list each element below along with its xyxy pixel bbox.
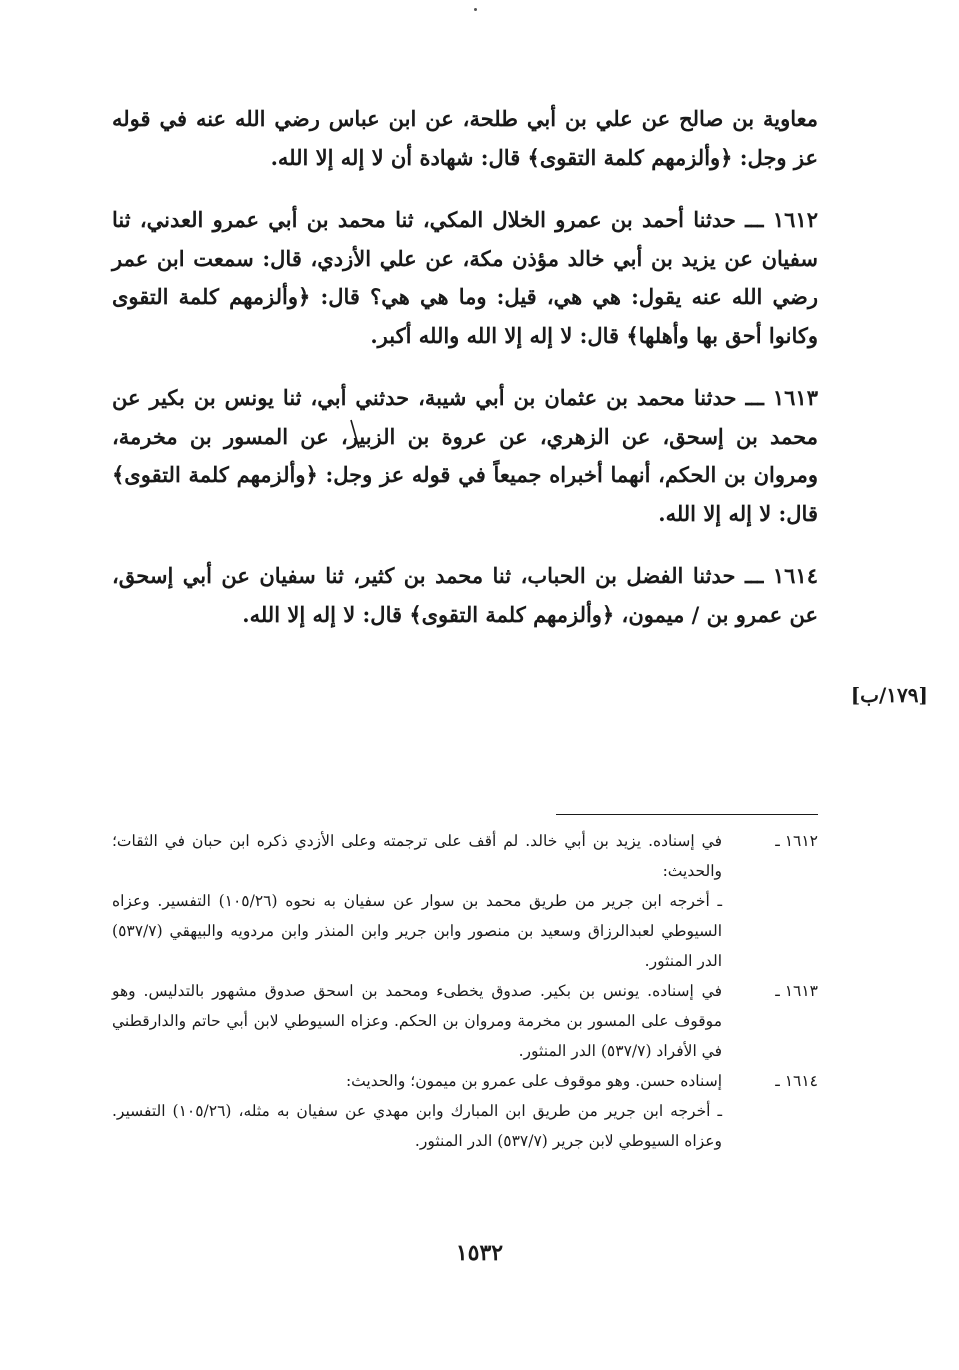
hadith-text: حدثنا الفضل بن الحباب، ثنا محمد بن كثير، ثنا سفيان عن أبي إسحق، عن عمرو بن / ميمون، ﴿وألزمهم كلمة التقوى﴾ قال: لا إله إلا الله. [112, 563, 818, 627]
hadith-text: حدثنا أحمد بن عمرو الخلال المكي، ثنا محمد بن أبي عمرو العدني، ثنا سفيان عن يزيد بن أبي خالد مؤذن مكة، عن علي الأزدي، قال: سمعت ابن عمر رضي الله عنه يقول: هي هي، قيل: وما هي هي؟ قال: ﴿وألزمهم كلمة التقوى وكانوا أحق بها وأهلها﴾ قال: لا إله إلا الله والله أكبر. [112, 207, 818, 348]
main-text-block [112, 100, 818, 658]
footnote-separator [556, 814, 818, 815]
hadith-1613 [112, 379, 818, 533]
footnote-number: ١٦١٣ ـ [775, 982, 818, 1000]
page-number: ١٥٣٢ [455, 1240, 504, 1266]
intro-paragraph: معاوية بن صالح عن علي بن أبي طلحة، عن ابن عباس رضي الله عنه في قوله عز وجل: ﴿وألزمهم كلمة التقوى﴾ قال: شهادة أن لا إله إلا الله. [112, 106, 818, 170]
footnote-text: في إسناده. يزيد بن أبي خالد. لم أقف على ترجمته وعلى الأزدي ذكره ابن حبان في الثقات؛ والحديث: [112, 832, 722, 880]
hadith-number: ١٦١٢ ـــ [745, 207, 818, 232]
footnote-body [112, 1066, 722, 1156]
hadith-number: ١٦١٤ ـــ [744, 563, 818, 588]
hadith-number: ١٦١٣ ـــ [745, 385, 818, 410]
footnote-body [112, 826, 722, 976]
footnote-text: في إسناده. يونس بن بكير. صدوق يخطىء ومحمد بن اسحق صدوق مشهور بالتدليس. وهو موقوف على المسور بن مخرمة ومروان بن الحكم. وعزاه السيوطي لابن أبي حاتم والدارقطني في الأفراد (٥٣٧/٧) الدر المنثور. [112, 982, 722, 1060]
stray-pen-mark [348, 418, 368, 452]
hadith-1614 [112, 557, 818, 634]
footnote-body [112, 976, 722, 1066]
footnote-text: ـ أخرجه ابن جرير من طريق محمد بن سوار عن سفيان به نحوه (١٠٥/٢٦) التفسير. وعزاه السيوطي لعبدالرزاق وسعيد بن منصور وابن جرير وابن المنذر وابن مردويه والبيهقي (٥٣٧/٧) الدر المنثور. [112, 892, 722, 970]
scan-speck [474, 8, 477, 11]
footnote-1612 [112, 826, 818, 976]
footnote-1614 [112, 1066, 818, 1156]
footnote-number: ١٦١٢ ـ [775, 832, 818, 850]
footnote-text: ـ أخرجه ابن جرير من طريق ابن المبارك وابن مهدي عن سفيان به مثله، (١٠٥/٢٦) التفسير. وعزاه السيوطي لابن جرير (٥٣٧/٧) الدر المنثور. [112, 1102, 722, 1150]
hadith-text: حدثنا محمد بن عثمان بن أبي شيبة، حدثني أبي، ثنا يونس بن بكير عن محمد بن إسحق، عن الزهري، عن عروة بن الزبير، عن المسور بن مخرمة، ومروان بن الحكم، أنهما أخبراه جميعاً في قوله عز وجل: ﴿وألزمهم كلمة التقوى﴾ قال: لا إله إلا الله. [112, 385, 818, 526]
footnotes-block [112, 826, 818, 1156]
footnote-text: إسناده حسن. وهو موقوف على عمرو بن ميمون؛ والحديث: [345, 1072, 722, 1090]
manuscript-folio-reference: [١٧٩/ب] [850, 683, 928, 707]
hadith-1612 [112, 201, 818, 355]
footnote-1613 [112, 976, 818, 1066]
footnote-number: ١٦١٤ ـ [775, 1072, 818, 1090]
